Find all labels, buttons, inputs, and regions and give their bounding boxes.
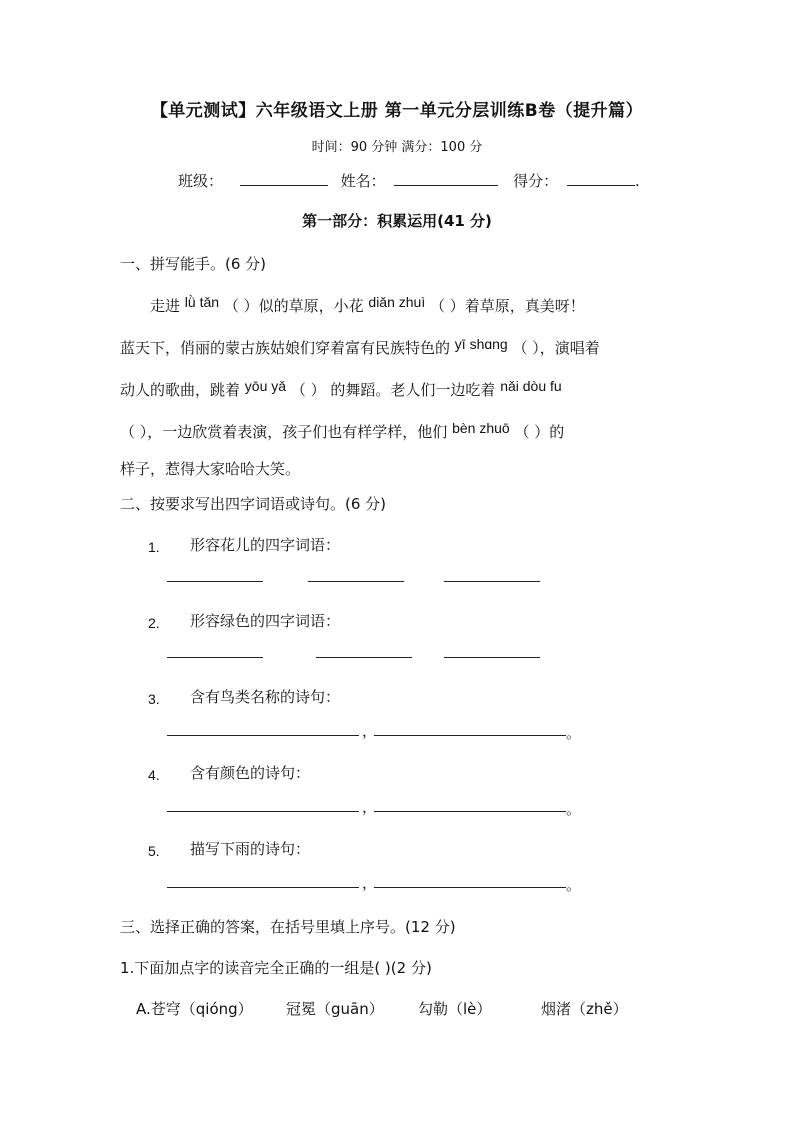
item-number: 2. <box>148 615 160 631</box>
name-field[interactable] <box>394 171 498 186</box>
pinyin-nai-dou-fu: nǎi dòu fu <box>500 378 562 394</box>
paragraph-line-3: 动人的歌曲，跳着 yōu yǎ （ ） 的舞蹈。老人们一边吃着 nǎi dòu fu <box>120 378 562 399</box>
paragraph-line-4: （ ），一边欣赏着表演，孩子们也有样学样，他们 bèn zhuō （ ）的 <box>120 420 565 441</box>
answer-blank-3[interactable]: （ ） <box>512 339 540 357</box>
comma-mark: ， <box>362 874 378 892</box>
part-one-title: 第一部分：积累运用(41 分) <box>302 212 492 230</box>
answer-line[interactable] <box>444 657 540 658</box>
score-label: 得分： <box>513 172 559 190</box>
period-mark: 。 <box>566 800 582 818</box>
answer-line[interactable] <box>308 581 404 582</box>
option-word[interactable]: 冠冕（guān） <box>286 1000 384 1018</box>
item-prompt: 形容花儿的四字词语： <box>190 536 341 554</box>
paragraph-line-1: 走进 lǜ tǎn （ ）似的草原，小花 diǎn zhuì （ ）着草原，真美呀！ <box>150 294 585 315</box>
item-prompt: 含有颜色的诗句： <box>190 764 311 782</box>
item-number: 5. <box>148 843 160 859</box>
answer-line[interactable] <box>167 657 263 658</box>
item-prompt: 含有鸟类名称的诗句： <box>190 688 341 706</box>
name-label: 姓名： <box>340 172 386 190</box>
period-mark: 。 <box>566 724 582 742</box>
student-info-row <box>178 170 640 191</box>
class-label: 班级： <box>178 172 224 190</box>
paragraph-line-2: 蓝天下，俏丽的蒙古族姑娘们穿着富有民族特色的 yī shɑng （ ），演唱着 <box>120 336 600 357</box>
answer-line[interactable] <box>316 657 412 658</box>
exam-time-score: 时间：90 分钟 满分：100 分 <box>311 140 483 155</box>
answer-line[interactable] <box>167 735 359 736</box>
answer-blank-1[interactable]: （ ） <box>223 297 259 315</box>
answer-line[interactable] <box>374 811 566 812</box>
answer-line[interactable] <box>374 887 566 888</box>
class-field[interactable] <box>240 171 328 186</box>
option-a[interactable]: A.苍穹（qióng） <box>136 1000 253 1018</box>
paragraph-line-5: 样子，惹得大家哈哈大笑。 <box>120 460 301 478</box>
option-word[interactable]: 烟渚（zhě） <box>541 1000 628 1018</box>
answer-line[interactable] <box>374 735 566 736</box>
section-one-heading: 一、拼写能手。(6 分) <box>120 255 267 273</box>
pinyin-you-ya: yōu yǎ <box>244 378 287 394</box>
answer-line[interactable] <box>167 581 263 582</box>
comma-mark: ， <box>362 722 378 740</box>
answer-blank-6[interactable]: （ ） <box>514 423 550 441</box>
question-1: 1.下面加点字的读音完全正确的一组是( )(2 分) <box>120 959 432 977</box>
answer-blank-4[interactable]: （ ） <box>290 381 326 399</box>
period-mark: 。 <box>566 876 582 894</box>
pinyin-ben-zhuo: bèn zhuō <box>452 420 510 436</box>
item-number: 4. <box>148 767 160 783</box>
section-two-heading: 二、按要求写出四字词语或诗句。(6 分) <box>120 495 387 513</box>
pinyin-yi-shang: yī shɑng <box>454 336 508 352</box>
answer-blank-5[interactable]: （ ） <box>120 423 148 441</box>
answer-line[interactable] <box>167 887 359 888</box>
info-end-mark: . <box>634 172 640 190</box>
answer-blank-2[interactable]: （ ） <box>430 297 465 315</box>
answer-line[interactable] <box>444 581 540 582</box>
option-word[interactable]: 勾勒（lè） <box>418 1000 492 1018</box>
item-prompt: 描写下雨的诗句： <box>190 840 311 858</box>
pinyin-dian-zhui: diǎn zhuì <box>368 294 426 310</box>
item-number: 1. <box>148 539 160 555</box>
section-three-heading: 三、选择正确的答案，在括号里填上序号。(12 分) <box>120 918 456 936</box>
item-prompt: 形容绿色的四字词语： <box>190 612 341 630</box>
item-number: 3. <box>148 691 160 707</box>
answer-line[interactable] <box>167 811 359 812</box>
page-title: 【单元测试】六年级语文上册 第一单元分层训练B卷（提升篇） <box>150 101 644 121</box>
comma-mark: ， <box>362 798 378 816</box>
pinyin-lv-tan: lǜ tǎn <box>184 294 220 310</box>
score-field[interactable] <box>567 171 635 186</box>
